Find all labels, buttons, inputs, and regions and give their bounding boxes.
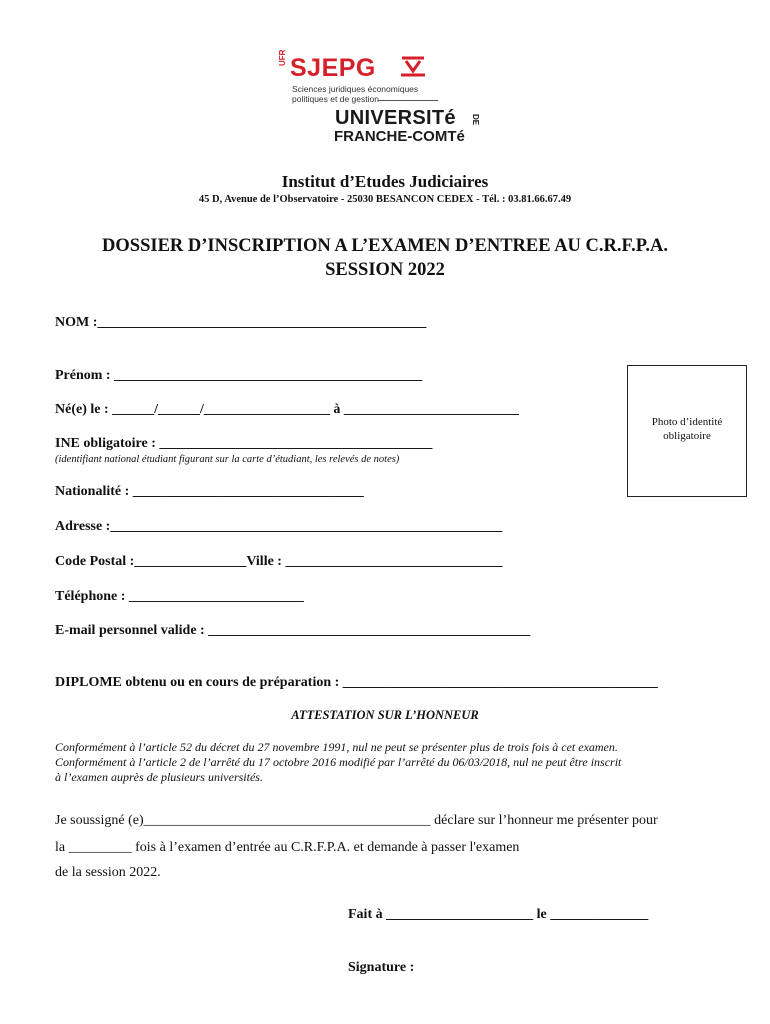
- logo-subtitle-1: Sciences juridiques économiques: [292, 84, 419, 94]
- signature-label[interactable]: Signature :: [348, 960, 415, 975]
- photo-label-1: Photo d’identité: [651, 416, 723, 428]
- scales-icon: [398, 56, 428, 78]
- logo-university: UNIVERSITé: [335, 107, 456, 129]
- attestation-para-1: Conformément à l’article 52 du décret du 27 novembre 1991, nul ne peut se présenter plus de trois fois à cet examen.: [55, 740, 618, 754]
- institute-address: 45 D, Avenue de l’Observatoire - 25030 BESANCON CEDEX - Tél. : 03.81.66.67.49: [198, 194, 572, 205]
- field-fait-a-le[interactable]: Fait à _____________________ le ______________: [348, 907, 649, 922]
- logo-divider: [378, 100, 438, 101]
- field-prenom[interactable]: Prénom : ____________________________________________: [55, 368, 423, 383]
- field-code-postal-ville[interactable]: Code Postal :________________Ville : _______________________________: [55, 554, 503, 569]
- field-email[interactable]: E-mail personnel valide : ______________________________________________: [55, 623, 531, 638]
- photo-box[interactable]: [627, 365, 747, 497]
- logo-ufr: UFR: [278, 49, 287, 66]
- logo-subtitle-2: politiques et de gestion: [292, 94, 379, 104]
- attestation-heading: ATTESTATION SUR L’HONNEUR: [291, 708, 479, 722]
- institute-name: Institut d’Etudes Judiciaires: [281, 172, 489, 191]
- declaration-line-2[interactable]: la _________ fois à l’examen d’entrée au C.R.F.P.A. et demande à passer l'examen: [55, 840, 520, 855]
- attestation-para-3: à l’examen auprès de plusieurs universités.: [55, 770, 263, 784]
- session-title: SESSION 2022: [325, 260, 445, 280]
- declaration-line-1[interactable]: Je soussigné (e)_________________________________________ déclare sur l’honneur me présenter pour: [55, 813, 658, 828]
- document-title: DOSSIER D’INSCRIPTION A L’EXAMEN D’ENTREE AU C.R.F.P.A.: [102, 236, 668, 256]
- field-telephone[interactable]: Téléphone : _________________________: [55, 589, 304, 604]
- logo-franche-comte: FRANCHE-COMTé: [334, 128, 465, 145]
- logo-de: DE: [471, 114, 480, 126]
- photo-label-2: obligatoire: [663, 430, 711, 442]
- field-date-lieu-naissance[interactable]: Né(e) le : ______/______/__________________ à _________________________: [55, 402, 519, 417]
- field-adresse[interactable]: Adresse :________________________________________________________: [55, 519, 503, 534]
- field-diplome[interactable]: DIPLOME obtenu ou en cours de préparation : _____________________________________________: [55, 675, 658, 690]
- field-nationalite[interactable]: Nationalité : _________________________________: [55, 484, 364, 499]
- field-ine[interactable]: INE obligatoire : _______________________________________: [55, 436, 433, 451]
- declaration-line-3: de la session 2022.: [55, 865, 161, 880]
- ine-note: (identifiant national étudiant figurant sur la carte d’étudiant, les relevés de notes): [55, 454, 400, 465]
- attestation-para-2: Conformément à l’article 2 de l’arrêté du 17 octobre 2016 modifié par l’arrêté du 06/03/2018, nul ne peut être inscrit: [55, 755, 622, 769]
- field-nom[interactable]: NOM :_______________________________________________: [55, 315, 427, 330]
- university-logo: [270, 49, 510, 152]
- logo-brand: SJEPG: [290, 54, 376, 82]
